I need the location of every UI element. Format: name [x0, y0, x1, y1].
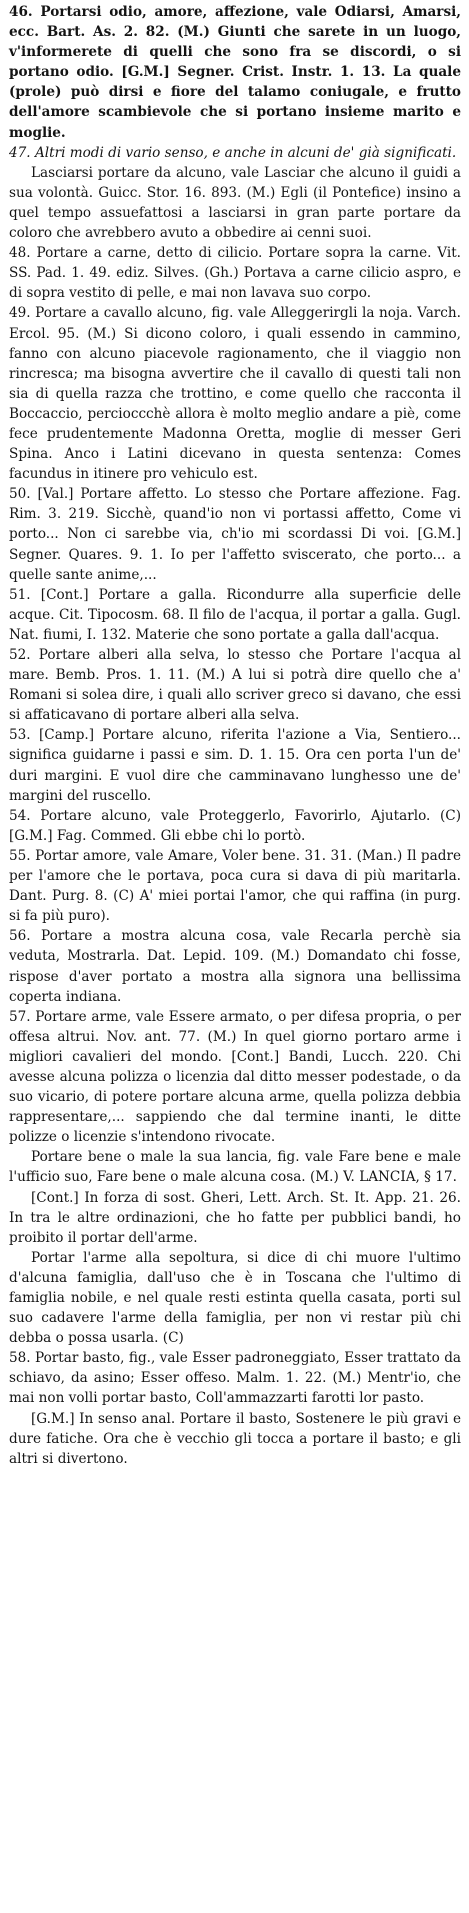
- entry-text: 48. Portare a carne, detto di cilicio. Portare sopra la carne. Vit. SS. Pad. 1. 49. ediz. Silves. (Gh.) Portava a carne cilicio aspro, e di sopra vestito di pelle, e mai non lavava suo corpo.: [9, 245, 461, 302]
- entry-text: 57. Portare arme, vale Essere armato, o per difesa propria, o per offesa altrui. Nov. ant. 77. (M.) In quel giorno portaro arme i migliori cavalieri del mondo. [Cont.] Bandi, Lucch. 220. Chi avesse alcuna polizza o licenzia dal ditto messer podestade, o da suo vicario, di potere portare alcuna arme, quella polizza debbia rappresentare,... sappiendo che dal termine inanti, le ditte polizze o licenzie s'intendono rivocate.: [9, 1008, 461, 1146]
- entry-text: Portare bene o male la sua lancia, fig. vale Fare bene e male l'ufficio suo, Fare bene o male alcuna cosa. (M.) V. LANCIA, § 17.: [9, 1149, 461, 1186]
- entry-49: [9, 303, 461, 484]
- entry-text: 47. Altri modi di vario senso, e anche in alcuni de' già significati.: [9, 144, 457, 161]
- entry-text: Lasciarsi portare da alcuno, vale Lasciar che alcuno il guidi a sua volontà. Guicc. Stor. 16. 893. (M.) Egli (il Pontefice) insino a quel tempo assuefattosi a lasciarsi in gran parte portare da coloro che avrebbero avuto a obbedire ai cenni suoi.: [9, 164, 461, 242]
- entry-55: [9, 846, 461, 926]
- entry-text: [G.M.] In senso anal. Portare il basto, Sostenere le più gravi e dure fatiche. Ora che è vecchio gli tocca a portare il basto; e gli altri si divertono.: [9, 1410, 461, 1467]
- entry-text: 49. Portare a cavallo alcuno, fig. vale Alleggerirgli la noja. Varch. Ercol. 95. (M.) Si dicono coloro, i quali essendo in cammino, fanno con alcuno piacevole ragionamento, che il viaggio non rincresca; ma bisogna avvertire che il cavallo di questi tali non sia di quella razza che trottino, e come quello che racconta il Boccaccio, percioccchè allora è molto meglio andare a piè, come fece prudentemente Madonna Oretta, moglie di messer Geri Spina. Anco i Latini dicevano in questa sentenza: Comes facundus in itinere pro vehiculo est.: [9, 305, 461, 483]
- entry-senso-anal: [9, 1409, 461, 1469]
- entry-text: 54. Portare alcuno, vale Proteggerlo, Favorirlo, Ajutarlo. (C) [G.M.] Fag. Commed. Gli ebbe chi lo portò.: [9, 807, 461, 844]
- entry-text: Portar l'arme alla sepoltura, si dice di chi muore l'ultimo d'alcuna famiglia, dall'uso che è in Toscana che l'ultimo di famiglia nobile, e nel quale resti estinta quella casata, porti sul suo cadavere l'arme della famiglia, per non vi restar più chi debba o possa usarla. (C): [9, 1249, 461, 1347]
- entry-lasciarsi-portare: [9, 163, 461, 243]
- entry-text: 55. Portar amore, vale Amare, Voler bene. 31. 31. (Man.) Il padre per l'amore che le portava, poca cura si dava di più maritarla. Dant. Purg. 8. (C) A' miei portai l'amor, che qui raffina (in purg. si fa più puro).: [9, 847, 461, 925]
- entry-text: 58. Portar basto, fig., vale Esser padroneggiato, Esser trattato da schiavo, da asino; Esser offeso. Malm. 1. 22. (M.) Mentr'io, che mai non volli portar basto, Coll'ammazzarti farotti lor pasto.: [9, 1350, 461, 1407]
- entry-text: 46. Portarsi odio, amore, affezione, vale Odiarsi, Amarsi, ecc. Bart. As. 2. 82. (M.) Giunti che sarete in un luogo, v'informerete di quelli che sono fra se discordi, o si portano odio. [G.M.] Segner. Crist. Instr. 1. 13. La quale (prole) può dirsi e fiore del talamo coniugale, e frutto dell'amore scambievole che si portano insieme marito e moglie.: [9, 4, 461, 141]
- entry-text: 51. [Cont.] Portare a galla. Ricondurre alla superficie delle acque. Cit. Tipocosm. 68. Il filo de l'acqua, il portar a galla. Gugl. Nat. fiumi, I. 132. Materie che sono portate a galla dall'acqua.: [9, 586, 461, 643]
- entry-50: [9, 484, 461, 584]
- entry-57: [9, 1007, 461, 1148]
- entry-text: [Cont.] In forza di sost. Gheri, Lett. Arch. St. It. App. 21. 26. In tra le altre ordinazioni, che ho fatte per pubblici bandi, ho proibito il portar dell'arme.: [9, 1189, 461, 1246]
- entry-46: [9, 2, 461, 143]
- entry-portar-arme-sepoltura: [9, 1248, 461, 1348]
- entry-text: 52. Portare alberi alla selva, lo stesso che Portare l'acqua al mare. Bemb. Pros. 1. 11. (M.) A lui si potrà dire quello che a' Romani si solea dire, i quali allo scriver greco si davano, che essi si affaticavano di portare alberi alla selva.: [9, 647, 461, 724]
- entry-51: [9, 585, 461, 645]
- entry-text: 50. [Val.] Portare affetto. Lo stesso che Portare affezione. Fag. Rim. 3. 219. Sicchè, quand'io non vi portassi affetto, Come vi porto... Non ci sarebbe via, ch'io mi scordassi Di voi. [G.M.] Segner. Quares. 9. 1. Io per l'affetto sviscerato, che porto... a quelle sante anime,...: [9, 486, 461, 583]
- entry-56: [9, 926, 461, 1006]
- entry-52: [9, 645, 461, 725]
- entry-48: [9, 243, 461, 303]
- entry-text: 56. Portare a mostra alcuna cosa, vale Recarla perchè sia veduta, Mostrarla. Dat. Lepid. 109. (M.) Domandato chi fosse, rispose d'aver portato a mostra alla signora una bellissima coperta indiana.: [9, 928, 461, 1005]
- entry-in-forza-di-sost: [9, 1188, 461, 1248]
- entry-portare-bene-o-male: [9, 1147, 461, 1187]
- entry-54: [9, 806, 461, 846]
- entry-58: [9, 1348, 461, 1408]
- entry-text: 53. [Camp.] Portare alcuno, riferita l'azione a Via, Sentiero... significa guidarne i passi e sim. D. 1. 15. Ora cen porta l'un de' duri margini. E vuol dire che camminavano lunghesso une de' margini del ruscello.: [9, 727, 461, 804]
- entry-47: [9, 143, 461, 163]
- entry-53: [9, 725, 461, 805]
